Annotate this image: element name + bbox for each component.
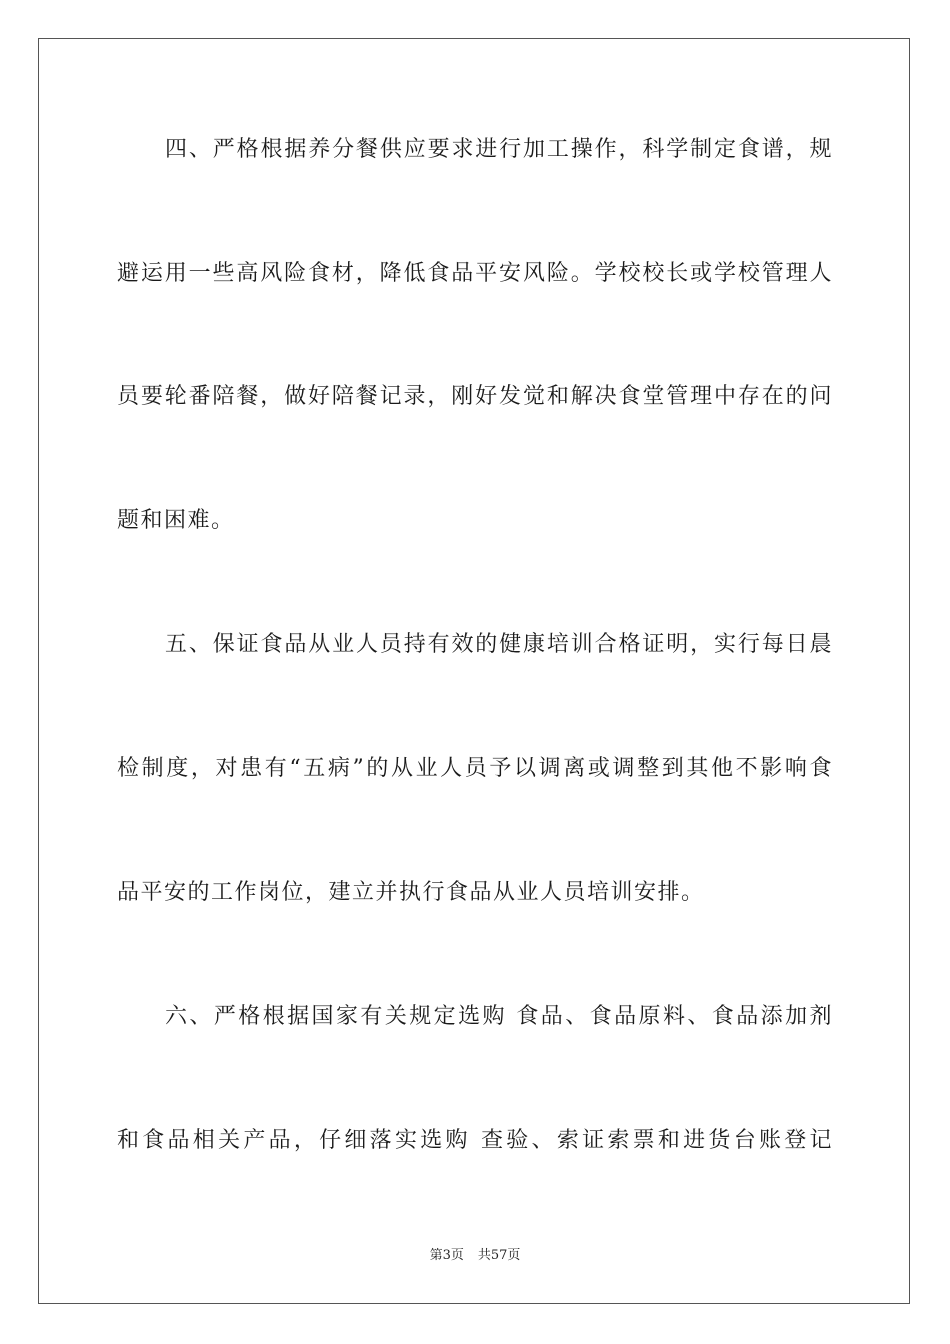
paragraph-4-line-1: 四、严格根据养分餐供应要求进行加工操作，科学制定食谱，规 <box>165 137 833 162</box>
paragraph-5-line-3: 品平安的工作岗位，建立并执行食品从业人员培训安排。 <box>117 880 705 905</box>
paragraph-6-line-1: 六、严格根据国家有关规定选购 食品、食品原料、食品添加剂 <box>165 1004 833 1029</box>
paragraph-4-line-4: 题和困难。 <box>117 508 235 533</box>
paragraph-4-line-2: 避运用一些高风险食材，降低食品平安风险。学校校长或学校管理人 <box>117 261 833 286</box>
page-footer <box>0 1246 950 1266</box>
page-border <box>38 38 910 1304</box>
paragraph-5-line-2: 检制度，对患有“五病”的从业人员予以调离或调整到其他不影响食 <box>117 756 833 781</box>
page-total: 共57页 <box>477 1248 521 1263</box>
paragraph-6-line-2: 和食品相关产品，仔细落实选购 查验、索证索票和进货台账登记 <box>117 1128 833 1153</box>
paragraph-5-line-1: 五、保证食品从业人员持有效的健康培训合格证明，实行每日晨 <box>165 632 833 657</box>
paragraph-4-line-3: 员要轮番陪餐，做好陪餐记录，刚好发觉和解决食堂管理中存在的问 <box>117 384 833 409</box>
page-number: 第3页 <box>429 1248 464 1263</box>
